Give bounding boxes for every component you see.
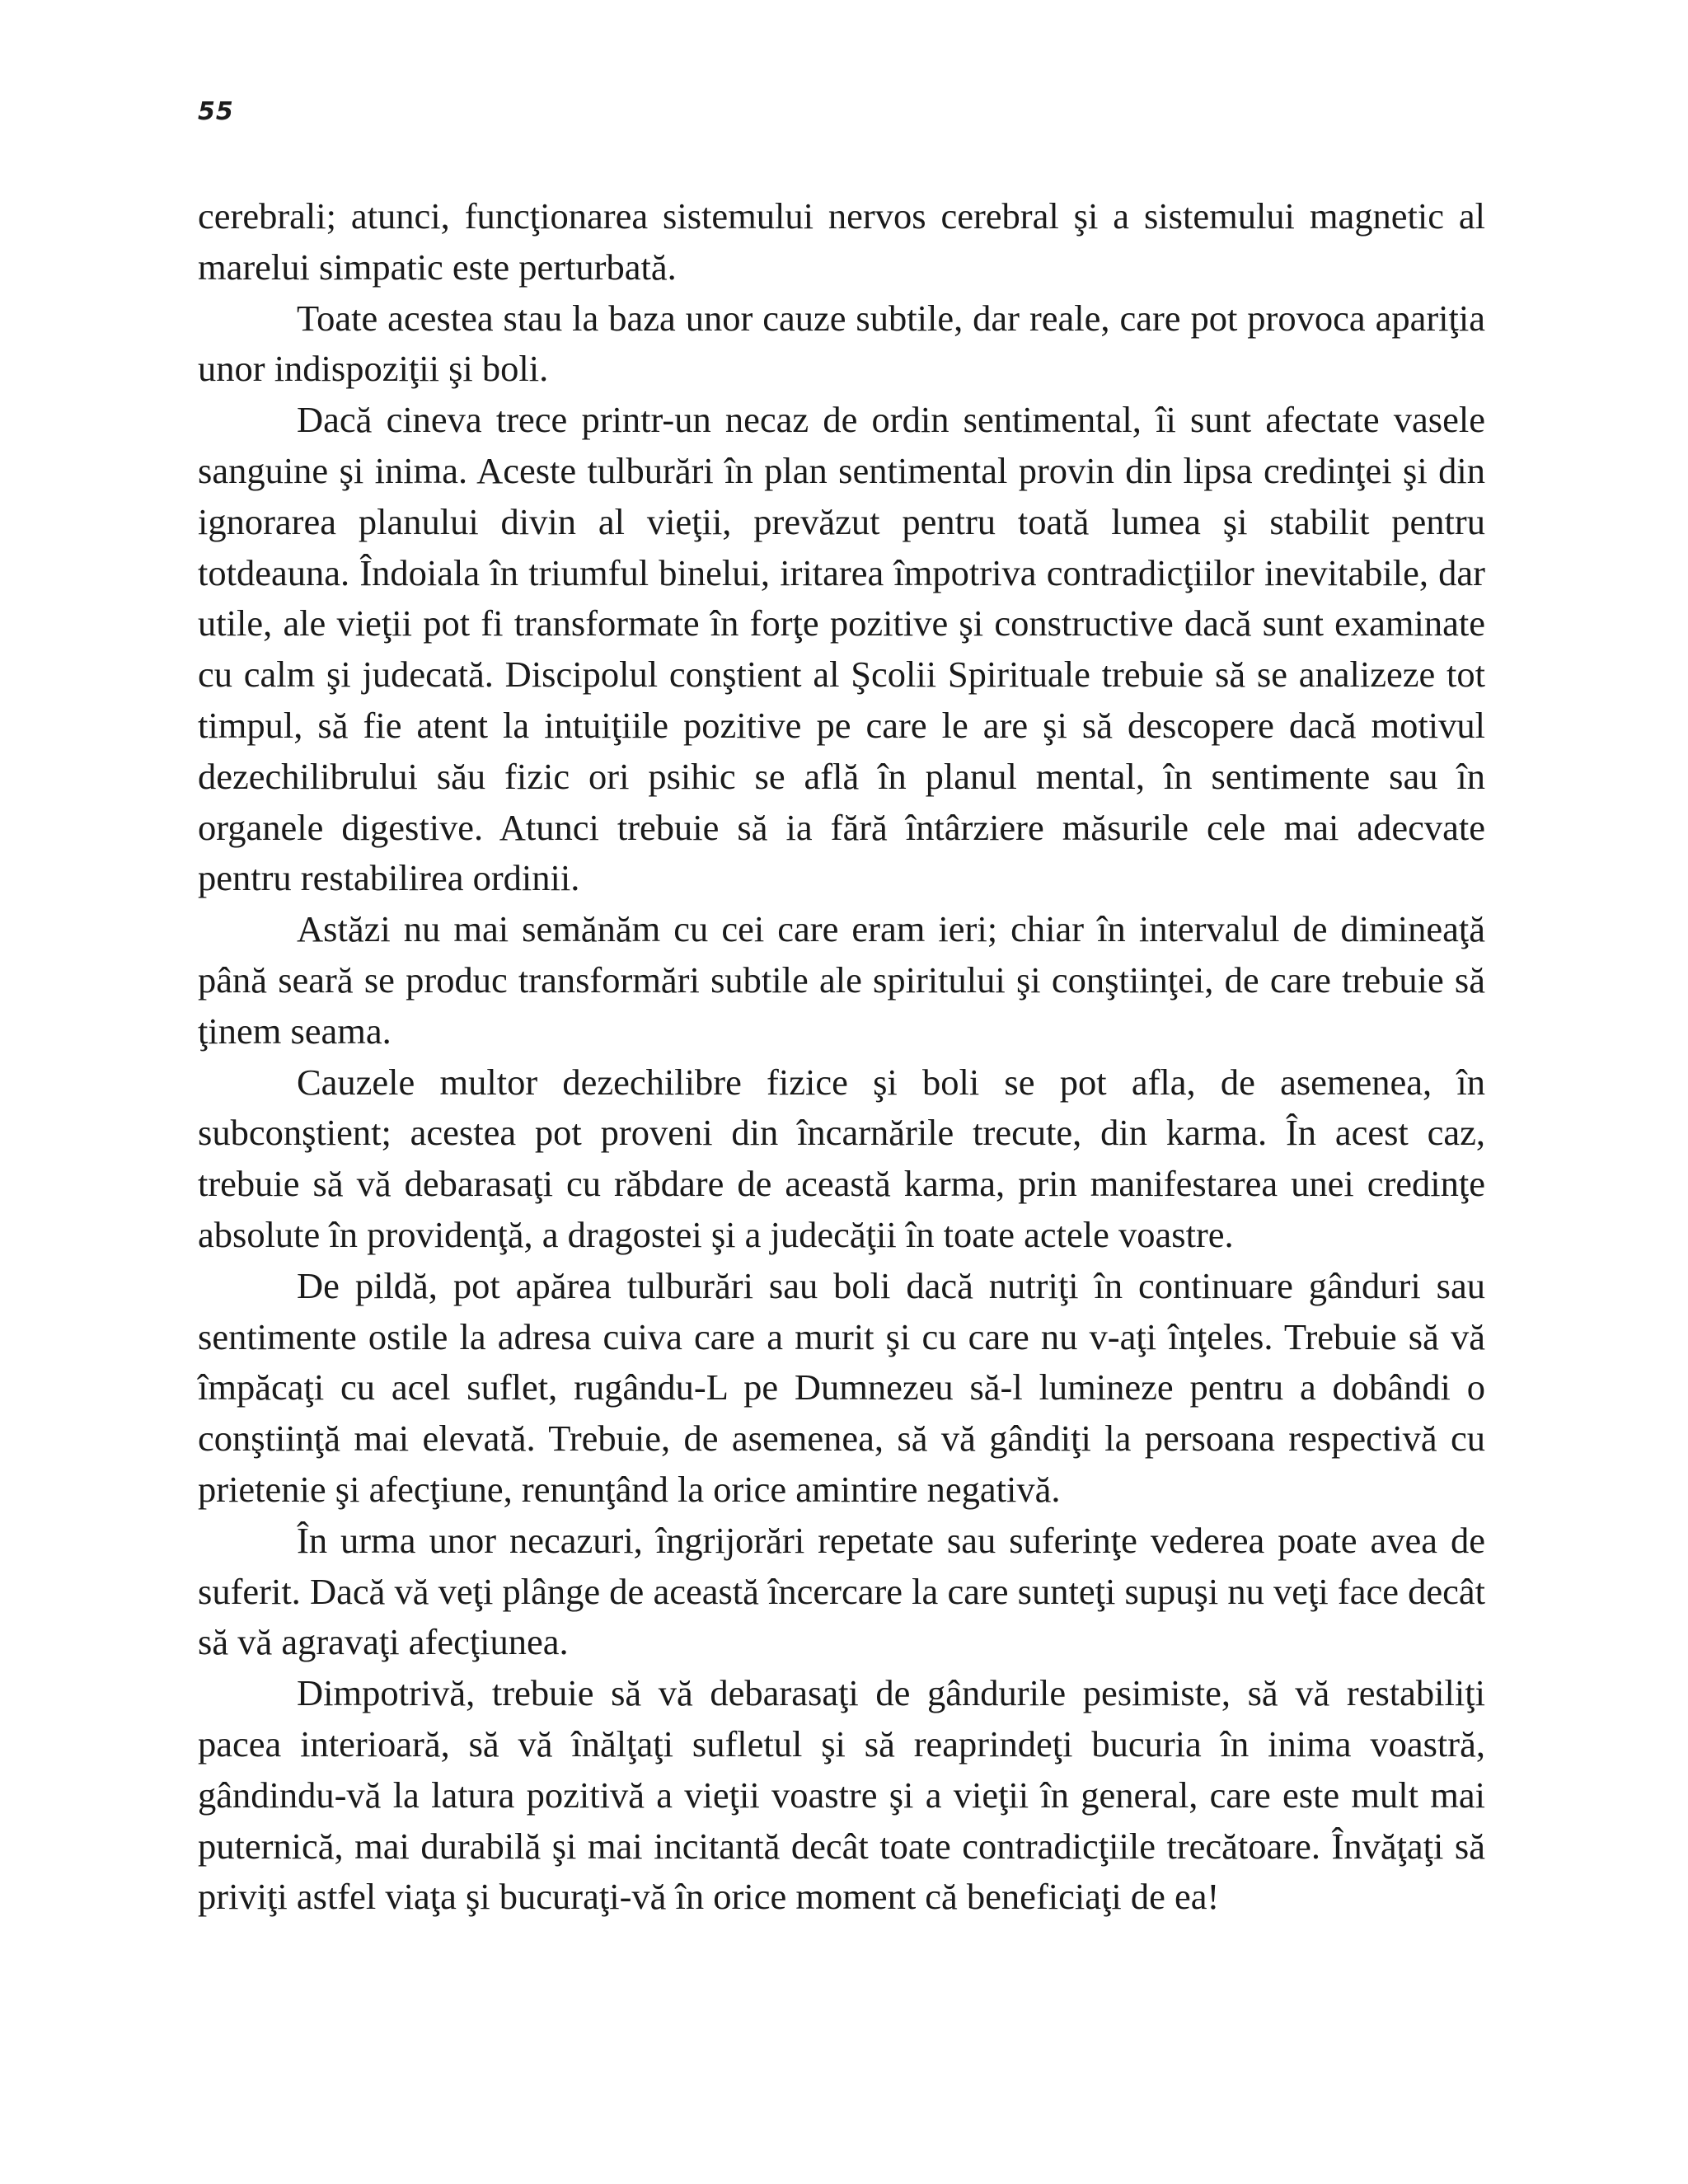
paragraph-7: În urma unor necazuri, îngrijorări repetate sau suferinţe vederea poate avea de suferit. Dacă vă veţi plânge de această încercare la care sunteţi supuşi nu veţi face decât să vă agravaţi afecţiunea. [198,1519,1485,1663]
paragraph-2: Toate acestea stau la baza unor cauze subtile, dar reale, care pot provoca apariţia unor indispoziţii şi boli. [198,297,1485,390]
paragraph-6: De pildă, pot apărea tulburări sau boli dacă nutriţi în continuare gânduri sau sentimente ostile la adresa cuiva care a murit şi cu care nu v-aţi înţeles. Trebuie să vă împăcaţi cu acel suflet, rugându-L pe Dumnezeu să-l lumineze pentru a dobândi o conştiinţă mai elevată. Trebuie, de asemenea, să vă gândiţi la persoana respectivă cu prietenie şi afecţiune, renunţând la orice amintire negativă. [198,1264,1485,1510]
paragraph-5: Cauzele multor dezechilibre fizice şi boli se pot afla, de asemenea, în subconştient; acestea pot proveni din încarnările trecute, din karma. În acest caz, trebuie să vă debarasaţi cu răbdare de această karma, prin manifestarea unei credinţe absolute în providenţă, a dragostei şi a judecăţii în toate actele voastre. [198,1061,1485,1255]
paragraph-3: Dacă cineva trece printr-un necaz de ordin sentimental, îi sunt afectate vasele sanguine şi inima. Aceste tulburări în plan sentimental provin din lipsa credinţei şi din ignorarea planului divin al vieţii, prevăzut pentru toată lumea şi stabilit pentru totdeauna. Îndoiala în triumful binelui, iritarea împotriva contradicţiilor inevitabile, dar utile, ale vieţii pot fi transformate în forţe pozitive şi constructive dacă sunt examinate cu calm şi judecată. Discipolul conştient al Şcolii Spirituale trebuie să se analizeze tot timpul, să fie atent la intuiţiile pozitive pe care le are şi să descopere dacă motivul dezechilibrului său fizic ori psihic se află în planul mental, în sentimente sau în organele digestive. Atunci trebuie să ia fără întârziere măsurile cele mai adecvate pentru restabilirea ordinii. [198,399,1485,899]
paragraph-1: cerebrali; atunci, funcţionarea sistemului nervos cerebral şi a sistemului magnetic al marelui simpatic este perturbată. [198,195,1485,288]
paragraph-4: Astăzi nu mai semănăm cu cei care eram ieri; chiar în intervalul de dimineaţă până seară se produc transformări subtile ale spiritului şi conştiinţei, de care trebuie să ţinem seama. [198,908,1485,1052]
page-number: 55 [198,97,234,126]
paragraph-8: Dimpotrivă, trebuie să vă debarasaţi de gândurile pesimiste, să vă restabiliţi pacea interioară, să vă înălţaţi sufletul şi să reaprindeţi bucuria în inima voastră, gândindu-vă la latura pozitivă a vieţii voastre şi a vieţii în general, care este mult mai puternică, mai durabilă şi mai incitantă decât toate contradicţiile trecătoare. Învăţaţi să priviţi astfel viaţa şi bucuraţi-vă în orice moment că beneficiaţi de ea! [198,1672,1485,1918]
body-text [198,191,1485,1923]
